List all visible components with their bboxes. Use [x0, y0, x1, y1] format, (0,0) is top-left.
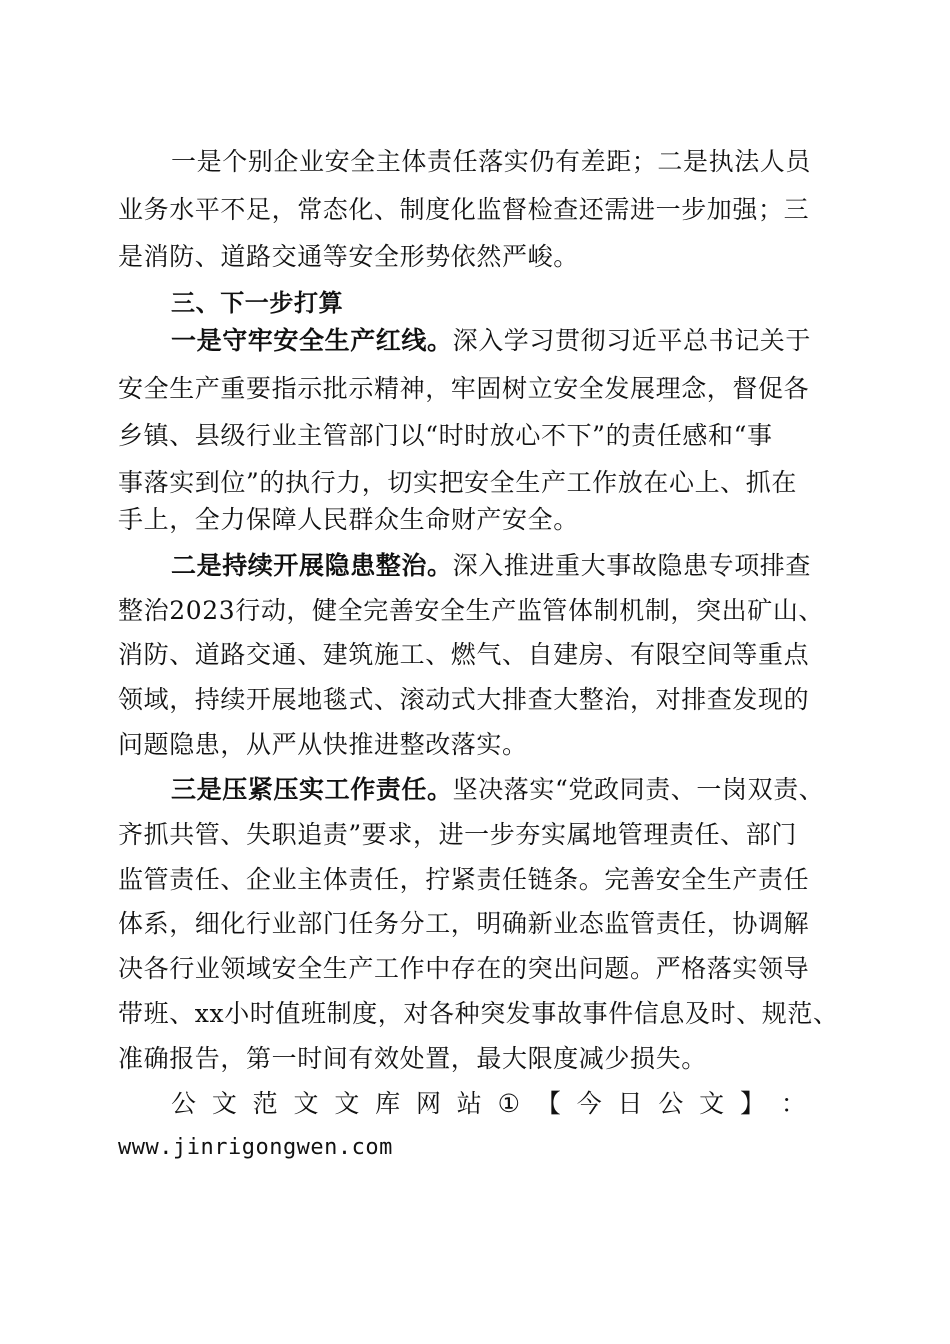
item3-line-3: 监管责任、企业主体责任，拧紧责任链条。完善安全生产责任 — [118, 865, 810, 894]
footer-char: 公 — [171, 1089, 197, 1118]
footer-char: 公 — [658, 1089, 684, 1118]
item1-line-3: 乡镇、县级行业主管部门以“时时放心不下”的责任感和“事 — [118, 421, 773, 450]
footer-char: 】 — [740, 1089, 766, 1118]
item1-line-4: 事落实到位”的执行力，切实把安全生产工作放在心上、抓在 — [118, 468, 797, 497]
item2-line-5: 问题隐患，从严从快推进整改落实。 — [118, 730, 528, 759]
item2-line-1-rest: 深入推进重大事故隐患专项排查 — [452, 551, 812, 580]
footer-char: 文 — [699, 1089, 725, 1118]
item3-lead: 三是压紧压实工作责任。 — [171, 775, 453, 804]
item1-line-2: 安全生产重要指示批示精神，牢固树立安全发展理念，督促各 — [118, 374, 810, 403]
footer-char: 文 — [334, 1089, 360, 1118]
item3-line-5: 决各行业领域安全生产工作中存在的突出问题。严格落实领导 — [118, 954, 810, 983]
footer-char: 【 — [535, 1089, 561, 1118]
item1-lead: 一是守牢安全生产红线。 — [171, 326, 453, 355]
item3-line-7: 准确报告，第一时间有效处置，最大限度减少损失。 — [118, 1044, 707, 1073]
footer-site-line — [171, 1089, 806, 1119]
item3-line-4: 体系，细化行业部门任务分工，明确新业态监管责任，协调解 — [118, 909, 810, 938]
footer-char: ： — [780, 1089, 806, 1118]
footer-char: 文 — [293, 1089, 319, 1118]
footer-char: 日 — [617, 1089, 643, 1118]
footer-char: 今 — [576, 1089, 602, 1118]
item3-line-1 — [171, 775, 833, 805]
item2-line-3: 消防、道路交通、建筑施工、燃气、自建房、有限空间等重点 — [118, 640, 810, 669]
footer-char: 站 — [456, 1089, 482, 1118]
item3-line-6: 带班、xx小时值班制度，对各种突发事故事件信息及时、规范、 — [118, 999, 839, 1028]
footer-char: 库 — [375, 1089, 401, 1118]
item2-line-2: 整治2023行动，健全完善安全生产监管体制机制，突出矿山、 — [118, 596, 825, 625]
item2-lead: 二是持续开展隐患整治。 — [171, 551, 453, 580]
problems-line-2: 业务水平不足，常态化、制度化监督检查还需进一步加强；三 — [118, 195, 810, 224]
problems-line-3: 是消防、道路交通等安全形势依然严峻。 — [118, 242, 579, 271]
section-heading: 三、下一步打算 — [171, 289, 344, 317]
footer-char: 网 — [415, 1089, 441, 1118]
item2-line-4: 领域，持续开展地毯式、滚动式大排查大整治，对排查发现的 — [118, 685, 810, 714]
footer-char: 范 — [252, 1089, 278, 1118]
footer-char: 文 — [211, 1089, 237, 1118]
item3-line-2: 齐抓共管、失职追责”要求，进一步夯实属地管理责任、部门 — [118, 820, 797, 849]
footer-url: www.jinrigongwen.com — [118, 1135, 393, 1160]
footer-char: ① — [497, 1089, 521, 1118]
item1-line-1 — [171, 326, 833, 356]
problems-line-1: 一是个别企业安全主体责任落实仍有差距；二是执法人员 — [171, 147, 812, 176]
item2-line-1 — [171, 551, 833, 581]
item1-line-5: 手上，全力保障人民群众生命财产安全。 — [118, 505, 579, 534]
item3-line-1-rest: 坚决落实“党政同责、一岗双责、 — [452, 775, 825, 804]
item1-line-1-rest: 深入学习贯彻习近平总书记关于 — [452, 326, 812, 355]
